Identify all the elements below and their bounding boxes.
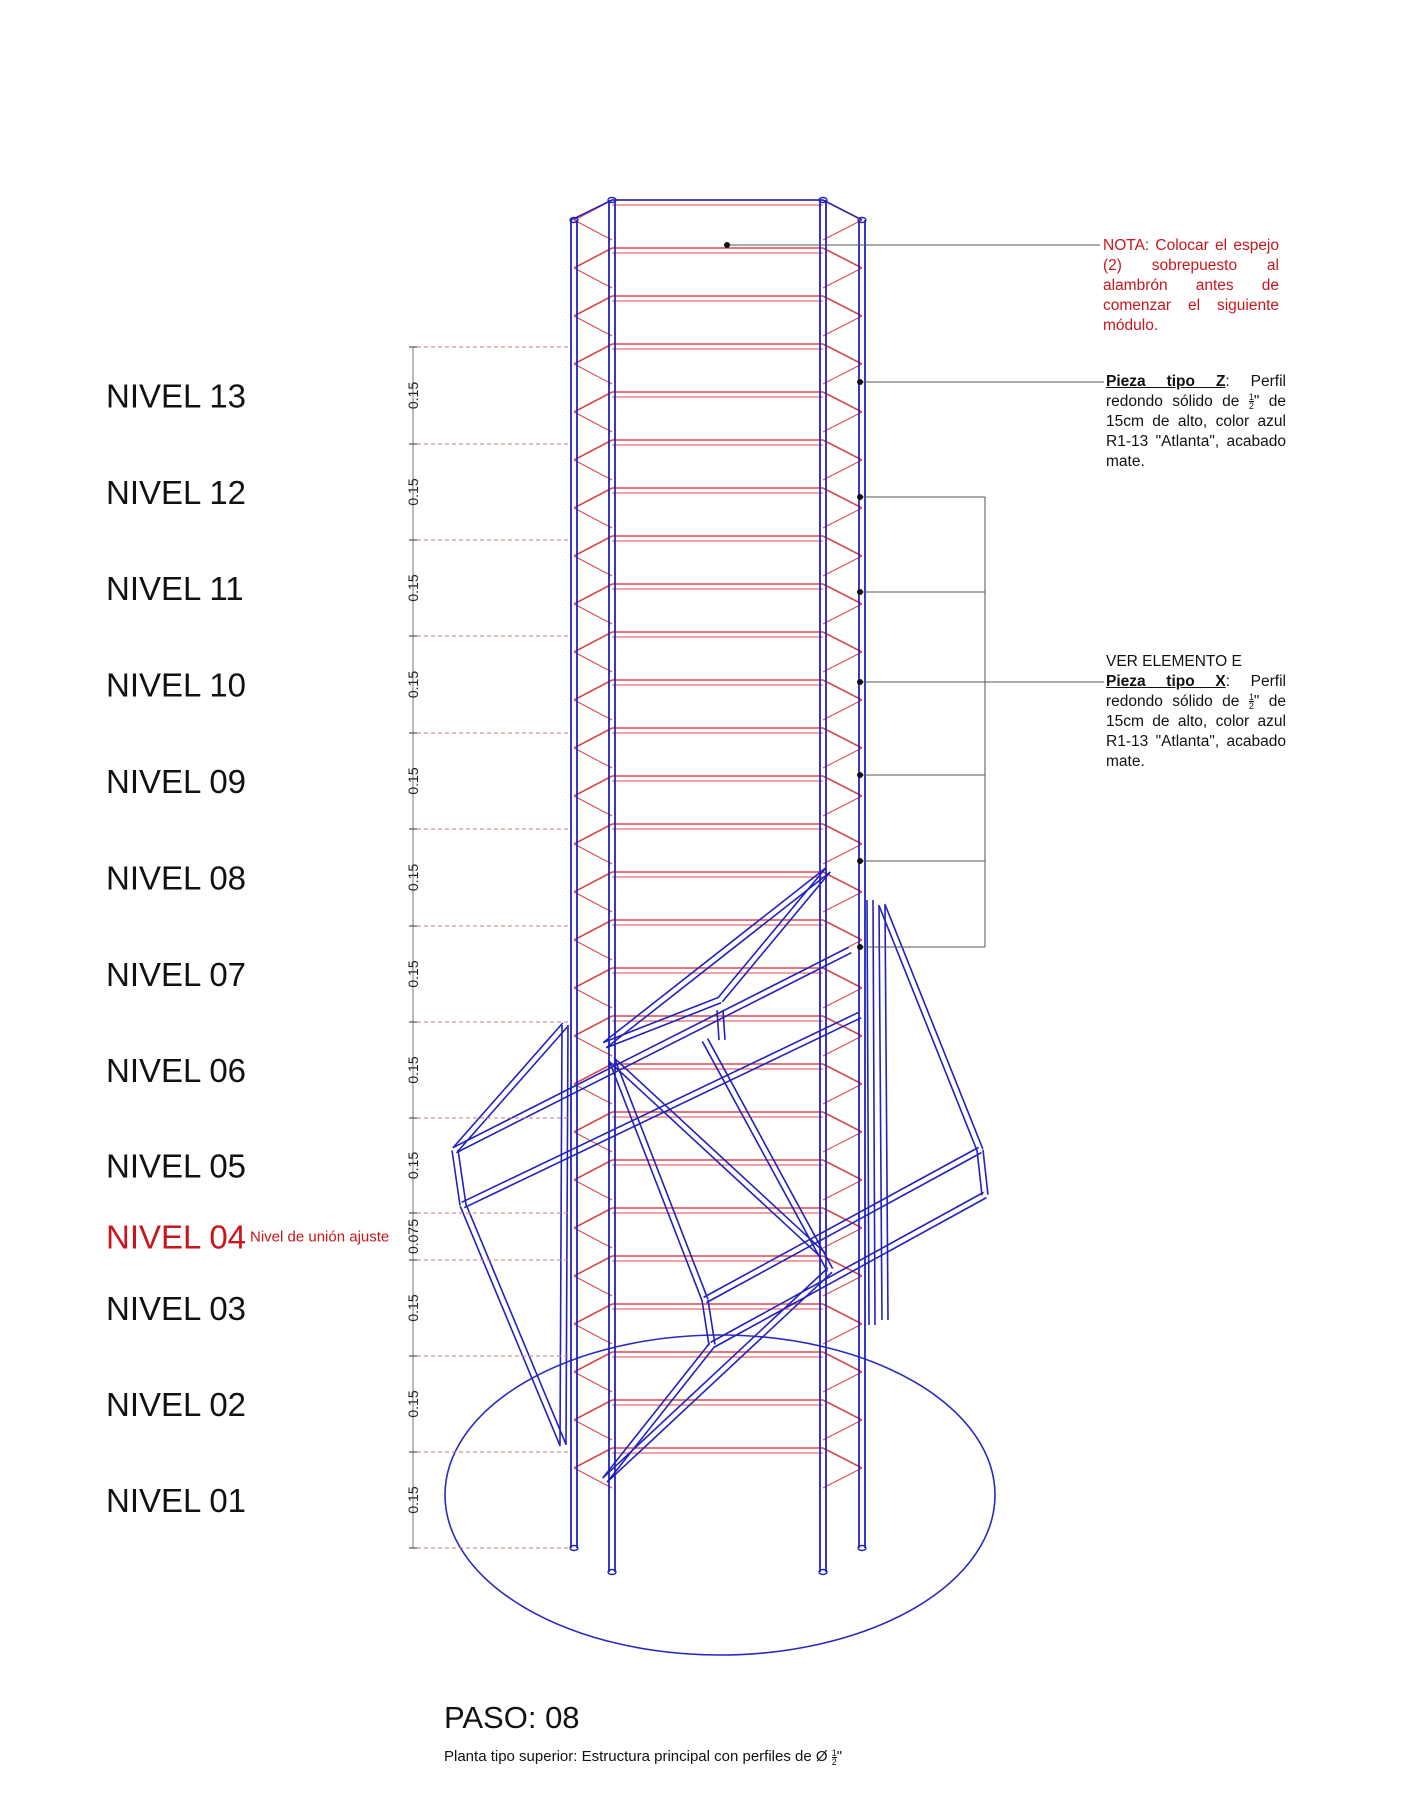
ring-segment	[574, 824, 612, 844]
ring-segment	[574, 1468, 612, 1488]
ring-segment	[574, 440, 612, 460]
level-label: NIVEL 11	[106, 570, 244, 607]
ring-segment	[823, 1112, 862, 1132]
level-dimension: 0.15	[405, 960, 421, 988]
diagonal-member	[717, 1010, 719, 1040]
ring-segment	[574, 1160, 612, 1180]
ring-segment	[823, 632, 862, 652]
ring-segment	[823, 892, 862, 912]
leader-dot	[857, 858, 863, 864]
ring-segment	[823, 824, 862, 844]
diagonal-member	[460, 1206, 560, 1446]
ring-segment	[823, 1304, 862, 1324]
diagonal-member	[873, 900, 875, 1325]
leader-dot	[857, 772, 863, 778]
ring-segment	[574, 364, 612, 384]
pieza-z-title: Pieza tipo Z	[1106, 373, 1226, 390]
diagonal-member	[615, 1059, 708, 1299]
ring-segment	[574, 988, 612, 1008]
ring-segment	[823, 700, 862, 720]
diagonal-member	[457, 1027, 567, 1152]
level-dimension: 0.15	[405, 478, 421, 506]
ring-segment	[823, 776, 862, 796]
ring-segment	[574, 940, 612, 960]
ring-segment	[823, 1448, 862, 1468]
note-ver-elemento: VER ELEMENTO E Pieza tipo X: Perfil redondo sólido de $\frac{1}{2}$ " de 15cm de alto, color azul R1-13 "Atlanta", acabado mate.	[1106, 653, 1286, 770]
diagonal-members	[452, 868, 988, 1483]
leader-dot	[857, 379, 863, 385]
ring-segment	[823, 296, 862, 316]
level-label: NIVEL 04	[106, 1218, 247, 1256]
ring-segment	[574, 1132, 612, 1152]
ring-segment	[574, 296, 612, 316]
ring-segment	[574, 892, 612, 912]
diagonal-member	[466, 1204, 566, 1444]
ring-segment	[574, 220, 612, 240]
diagonal-member	[983, 1150, 988, 1195]
ring-segment	[574, 1276, 612, 1296]
level-dimension: 0.15	[405, 1056, 421, 1084]
ring-segment	[574, 920, 612, 940]
ring-segment	[823, 680, 862, 700]
ring-segment	[574, 316, 612, 336]
ring-segment	[823, 1084, 862, 1104]
leader-dot	[857, 589, 863, 595]
diagonal-member	[456, 953, 851, 1153]
ring-segment	[823, 1208, 862, 1228]
ring-segment	[574, 1448, 612, 1468]
level-label: NIVEL 01	[106, 1482, 247, 1519]
level-label: NIVEL 08	[106, 859, 247, 897]
ring-segment	[823, 508, 862, 528]
ring-segment	[574, 1372, 612, 1392]
ring-segment	[823, 1228, 862, 1248]
ring-segment	[823, 1276, 862, 1296]
ring-segment	[823, 412, 862, 432]
level-label: NIVEL 09	[106, 763, 247, 800]
ring-segment	[823, 796, 862, 816]
ring-segment	[574, 844, 612, 864]
ring-segment	[574, 392, 612, 412]
level-label: NIVEL 10	[106, 666, 247, 704]
ring-segment	[823, 344, 862, 364]
ring-segment	[574, 728, 612, 748]
ring-segment	[574, 1400, 612, 1420]
diagonal-member	[708, 1300, 715, 1345]
ring-segment	[574, 1208, 612, 1228]
diagonal-member	[885, 905, 888, 1320]
ring-lines	[574, 200, 862, 1488]
ring-segment	[823, 920, 862, 940]
ring-segment	[574, 1256, 612, 1276]
ring-segment	[574, 536, 612, 556]
ring-segment	[574, 748, 612, 768]
diagonal-member	[885, 904, 983, 1149]
ring-segment	[823, 728, 862, 748]
level-dimension: 0.15	[405, 863, 421, 892]
ring-segment	[574, 1036, 612, 1056]
ring-segment	[823, 604, 862, 624]
ring-segment	[823, 440, 862, 460]
ring-segment	[574, 1084, 612, 1104]
diagonal-member	[560, 1025, 562, 1445]
ring-segment	[574, 460, 612, 480]
leader-dot	[857, 494, 863, 500]
level-label: NIVEL 05	[106, 1147, 247, 1185]
ring-segment	[574, 968, 612, 988]
diagonal-member	[453, 1023, 563, 1148]
ring-segment	[574, 488, 612, 508]
note-pieza-z: Pieza tipo Z: Perfil redondo sólido de $\frac{1}{2}$ " de 15cm de alto, color azul R1-13 "Atlanta", acabado mate.	[1106, 373, 1286, 470]
ring-segment	[574, 412, 612, 432]
vertical-posts	[570, 198, 866, 1575]
level-dimension: 0.15	[405, 381, 421, 410]
ring-segment	[823, 1352, 862, 1372]
ring-segment	[823, 1468, 862, 1488]
ring-segment	[574, 1420, 612, 1440]
diagonal-member	[702, 1300, 709, 1345]
level-dimension: 0.15	[405, 574, 421, 602]
level-label: NIVEL 12	[106, 474, 247, 511]
ring-segment	[574, 796, 612, 816]
level-dimension: 0.15	[405, 1486, 421, 1514]
diagonal-member	[879, 906, 977, 1151]
level-dimension: 0.15	[405, 1294, 421, 1322]
ring-segment	[823, 488, 862, 508]
ring-segment	[574, 632, 612, 652]
ring-segment	[574, 1180, 612, 1200]
step-caption: Planta tipo superior: Estructura principal con perfiles de Ø $\frac{1}{2}$ "	[444, 1747, 843, 1767]
ring-segment	[823, 1372, 862, 1392]
diagonal-member	[462, 1012, 859, 1202]
ring-segment	[823, 584, 862, 604]
ring-segment	[574, 652, 612, 672]
ring-segment	[823, 1420, 862, 1440]
ring-segment	[574, 508, 612, 528]
level-label: NIVEL 02	[106, 1386, 247, 1423]
ring-segment	[823, 1324, 862, 1344]
level-dimension: 0.15	[405, 670, 421, 699]
level-dimension: 0.075	[405, 1218, 421, 1255]
ring-segment	[574, 1016, 612, 1036]
leader-dot	[857, 679, 863, 685]
ring-segment	[823, 268, 862, 288]
fraction-half: $\frac{1}{2}$	[831, 1747, 837, 1767]
ring-segment	[823, 364, 862, 384]
ring-segment	[574, 556, 612, 576]
note-leaders	[724, 242, 1104, 950]
diagonal-member	[706, 1153, 981, 1303]
ring-segment	[823, 872, 862, 892]
ring-segment	[823, 220, 862, 240]
ring-segment	[574, 1228, 612, 1248]
level-label: NIVEL 13	[106, 377, 247, 415]
ring-segment	[574, 700, 612, 720]
ring-segment	[574, 344, 612, 364]
diagonal-member	[977, 1150, 982, 1195]
ring-segment	[823, 1180, 862, 1200]
dimension-chain	[409, 347, 570, 1548]
ring-segment	[823, 1400, 862, 1420]
ring-segment	[574, 584, 612, 604]
pieza-x-title: Pieza tipo X	[1106, 673, 1226, 690]
diagonal-member	[711, 1192, 984, 1342]
ring-segment	[823, 988, 862, 1008]
ring-segment	[574, 680, 612, 700]
ring-segment	[574, 268, 612, 288]
ring-segment	[574, 248, 612, 268]
diagonal-member	[879, 905, 882, 1320]
nota-colocar-espejo: NOTA: Colocar el espejo (2) sobrepuesto al alambrón antes de comenzar el siguiente módulo.	[1103, 237, 1279, 334]
ring-segment	[823, 1160, 862, 1180]
ring-segment	[574, 1352, 612, 1372]
level-dimension: 0.15	[405, 1151, 421, 1180]
ring-segment	[823, 748, 862, 768]
diagonal-member	[723, 1010, 725, 1040]
diagonal-member	[603, 1343, 710, 1478]
level-dimension: 0.15	[405, 767, 421, 795]
diagonal-member	[867, 900, 869, 1325]
level-note: Nivel de unión ajuste	[250, 1228, 390, 1246]
leader-dot	[857, 944, 863, 950]
ring-segment	[823, 248, 862, 268]
ring-segment	[823, 1132, 862, 1152]
ring-segment	[574, 872, 612, 892]
ring-segment	[823, 652, 862, 672]
diagonal-member	[708, 1039, 833, 1269]
ring-segment	[574, 1324, 612, 1344]
level-labels	[106, 378, 421, 1520]
ring-segment	[823, 844, 862, 864]
level-label: NIVEL 07	[106, 956, 247, 993]
ring-segment	[574, 1304, 612, 1324]
ring-segment	[823, 968, 862, 988]
ring-segment	[823, 392, 862, 412]
fraction-half: $\frac{1}{2}$	[1248, 392, 1254, 412]
ring-segment	[823, 316, 862, 336]
base-disc	[445, 1335, 995, 1655]
leader-dot	[724, 242, 730, 248]
diagonal-member	[566, 1025, 568, 1445]
ring-segment	[574, 776, 612, 796]
step-title: PASO: 08	[444, 1700, 580, 1735]
diagonal-member	[713, 1198, 986, 1348]
ring-segment	[823, 1256, 862, 1276]
level-dimension: 0.15	[405, 1390, 421, 1418]
fraction-half: $\frac{1}{2}$	[1248, 692, 1254, 712]
level-label: NIVEL 03	[106, 1290, 247, 1327]
ring-segment	[574, 1112, 612, 1132]
level-label: NIVEL 06	[106, 1052, 247, 1089]
ring-segment	[823, 536, 862, 556]
ring-segment	[823, 1064, 862, 1084]
ring-segment	[823, 1036, 862, 1056]
ring-segment	[823, 556, 862, 576]
ring-segment	[823, 460, 862, 480]
ring-segment	[574, 1064, 612, 1084]
diagonal-member	[607, 1347, 714, 1482]
ring-segment	[574, 604, 612, 624]
diagonal-member	[603, 1268, 828, 1478]
